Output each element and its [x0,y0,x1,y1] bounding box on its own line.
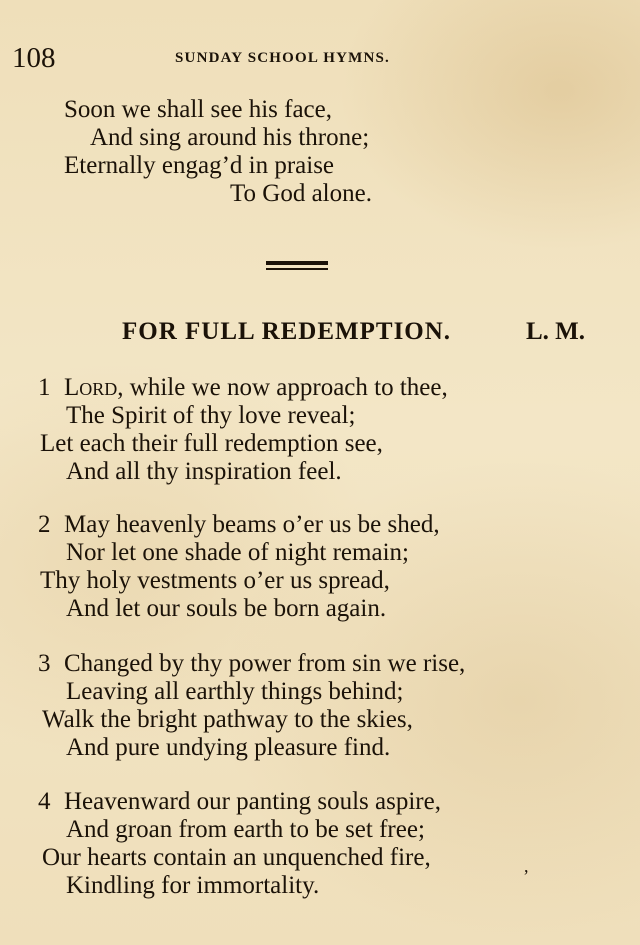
continuation-line: To God alone. [230,180,372,207]
continuation-line: Eternally engag’d in praise [64,152,335,179]
page-header [0,42,640,78]
continuation-line: And sing around his throne; [90,124,370,151]
verse-line: Walk the bright pathway to the skies, [42,706,413,733]
verse-line: Leaving all earthly things behind; [66,678,404,705]
verse-first-line-text: May heavenly beams o’er us be shed, [64,511,440,538]
section-divider [266,261,328,265]
verse-1-first-line [38,374,448,402]
verse-line: And pure undying pleasure find. [66,734,391,761]
hymn-title: FOR FULL REDEMPTION. [122,318,452,345]
verse-2-first-line [38,511,440,539]
verse-first-word: Lord [64,374,118,401]
verse-number: 4 [38,788,51,815]
verse-first-line-text: , while we now approach to thee, [117,374,448,401]
page-number: 108 [12,42,56,74]
verse-number: 2 [38,511,51,538]
verse-line: And let our souls be born again. [66,595,387,622]
running-title: SUNDAY SCHOOL HYMNS. [175,50,391,66]
verse-first-line-text: Heavenward our panting souls aspire, [64,788,441,815]
section-divider [266,268,328,270]
continuation-line: Soon we shall see his face, [64,96,332,123]
margin-mark: , [524,856,529,876]
verse-number: 1 [38,374,51,401]
verse-line: Kindling for immortality. [66,872,320,899]
verse-line: Thy holy vestments o’er us spread, [40,567,390,594]
verse-first-line-text: Changed by thy power from sin we rise, [64,650,466,677]
verse-line: Let each their full redemption see, [40,430,383,457]
verse-line: And all thy inspiration feel. [66,458,342,485]
verse-line: And groan from earth to be set free; [66,816,425,843]
verse-line: Our hearts contain an unquenched fire, [42,844,431,871]
verse-number: 3 [38,650,51,677]
hymn-meter: L. M. [526,318,586,345]
verse-line: Nor let one shade of night remain; [66,539,409,566]
verse-line: The Spirit of thy love reveal; [66,402,356,429]
verse-3-first-line [38,650,465,678]
verse-4-first-line [38,788,441,816]
